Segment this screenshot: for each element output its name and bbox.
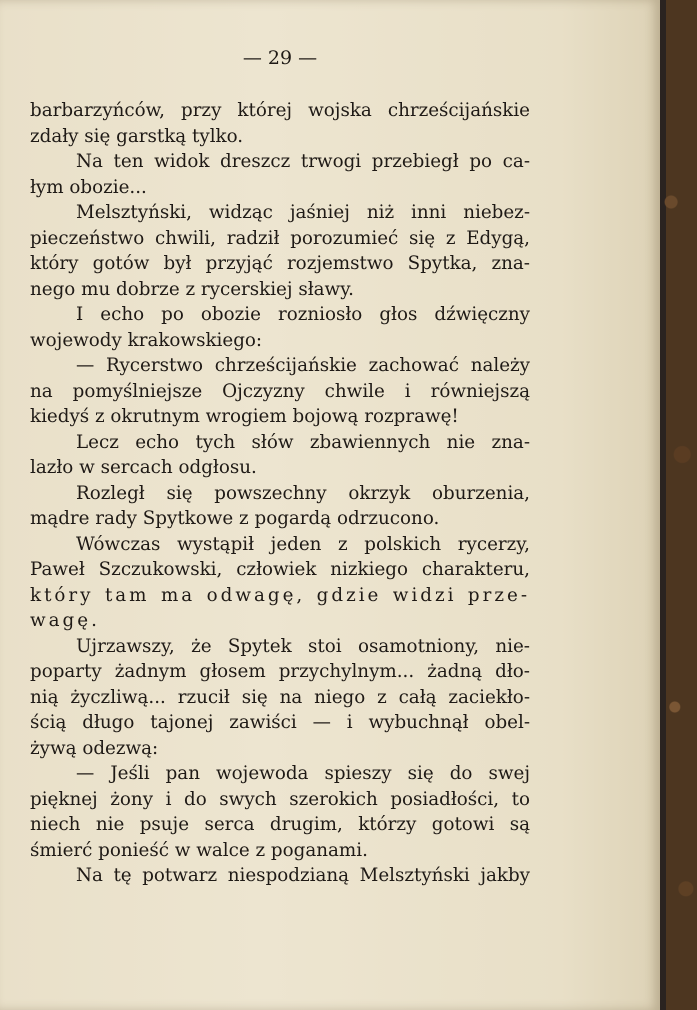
page-number: — 29 — (242, 47, 318, 69)
text-line: — Jeśli pan wojewoda spieszy się do swej (76, 763, 530, 784)
text-line: łym obozie... (30, 176, 147, 198)
text-line: Ujrzawszy, że Spytek stoi osamotniony, nie- (76, 635, 530, 657)
text-line: kiedyś z okrutnym wrogiem bojową rozprawę! (30, 406, 459, 427)
text-line: śmierć ponieść w walce z poganami. (30, 839, 368, 861)
text-line: pięknej żony i do swych szerokich posiadłości, to (30, 788, 530, 810)
text-line: pieczeństwo chwili, radził porozumieć się z Edygą, (30, 227, 530, 249)
text-line: niech nie psuje serca drugim, którzy gotowi są (30, 814, 530, 835)
text-line: nego mu dobrze z rycerskiej sławy. (30, 278, 354, 300)
text-line: wojewody krakowskiego: (30, 329, 263, 351)
text-line: mądre rady Spytkowe z pogardą odrzucono. (30, 508, 440, 529)
text-line: który tam ma odwagę, gdzie widzi prze- (30, 584, 530, 606)
text-line: Wówczas wystąpił jeden z polskich rycerzy, (76, 533, 530, 555)
text-line: poparty żadnym głosem przychylnym... żadną dło- (30, 661, 530, 682)
text-line: Na tę potwarz niespodzianą Melsztyński jakby (76, 865, 530, 886)
text-line: lazło w sercach odgłosu. (30, 457, 257, 478)
text-line: Lecz echo tych słów zbawiennych nie zna- (76, 431, 530, 453)
text-line: wagę. (30, 610, 100, 631)
text-line: Na ten widok dreszcz trwogi przebiegł po ca- (76, 151, 530, 172)
book-spine-edge (660, 0, 697, 1010)
text-line: żywą odezwą: (30, 737, 159, 759)
text-line: I echo po obozie rozniosło głos dźwięczny (76, 304, 530, 325)
text-line: nią życzliwą... rzucił się na niego z całą zaciekło- (30, 686, 530, 708)
text-line: ścią długo tajonej zawiści — i wybuchnął obel- (30, 712, 530, 733)
body-text (30, 98, 530, 889)
text-line: Paweł Szczukowski, człowiek nizkiego charakteru, (30, 559, 530, 580)
text-line: który gotów był przyjąć rozjemstwo Spytka, zna- (30, 253, 530, 274)
text-line: barbarzyńców, przy której wojska chrześcijańskie (30, 100, 530, 121)
text-line: Melsztyński, widząc jaśniej niż inni niebez- (76, 202, 530, 223)
text-line: na pomyślniejsze Ojczyzny chwile i równiejszą (30, 380, 530, 402)
text-line: zdały się garstką tylko. (30, 125, 244, 147)
text-line: — Rycerstwo chrześcijańskie zachować należy (76, 355, 530, 376)
text-line: Rozległ się powszechny okrzyk oburzenia, (76, 482, 530, 504)
